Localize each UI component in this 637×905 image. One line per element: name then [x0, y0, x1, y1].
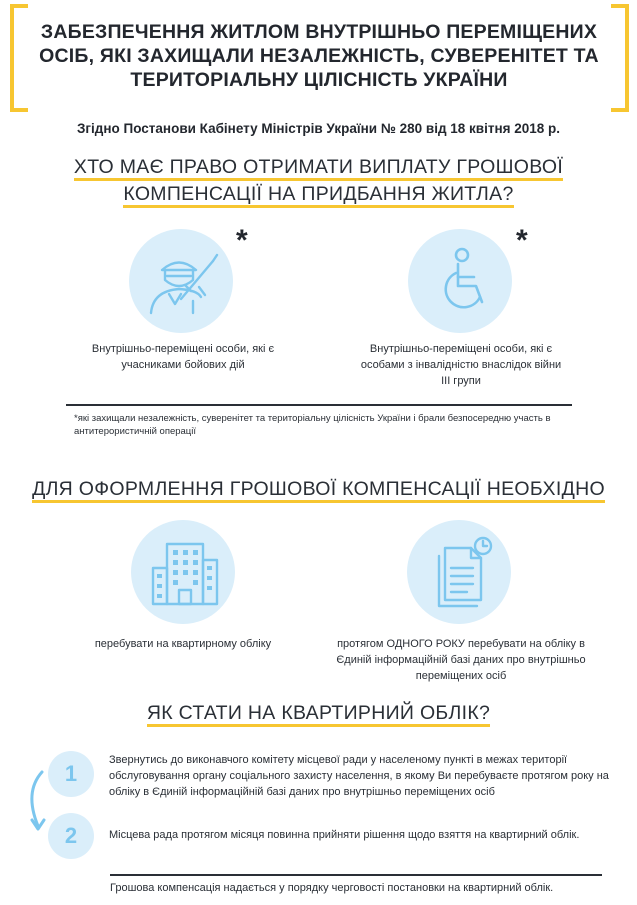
final-note: Грошова компенсація надається у порядку черговості постановки на квартирний облік. — [110, 882, 554, 894]
page-subtitle: Згідно Постанови Кабінету Міністрів України № 280 від 18 квітня 2018 р. — [76, 121, 561, 136]
asterisk-wheelchair: * — [516, 224, 528, 257]
step-number-1: 1 — [48, 751, 94, 797]
title-bracket-right — [611, 4, 629, 112]
section-heading-how-to — [0, 700, 637, 727]
caption-disabled: Внутрішньо-переміщені особи, які є особами з інвалідністю внаслідок війни ІІІ групи — [360, 343, 562, 387]
curved-arrow-icon — [20, 768, 46, 834]
wheelchair-icon — [408, 229, 512, 333]
step-text-2: Місцева рада протягом місяця повинна прийняти рішення щодо взяття на квартирний облік. — [109, 829, 580, 841]
soldier-icon — [129, 229, 233, 333]
heading-text: ЯК СТАТИ НА КВАРТИРНИЙ ОБЛІК? — [147, 702, 490, 727]
documents-circle — [407, 520, 511, 624]
section-heading-requirements — [0, 476, 637, 503]
caption-one-year: протягом ОДНОГО РОКУ перебувати на обліку в Єдиній інформаційній базі даних про внутрішньо переміщених осіб — [336, 638, 586, 682]
building-icon — [131, 520, 235, 624]
final-divider-rule — [110, 874, 602, 876]
step-number-2: 2 — [48, 813, 94, 859]
documents-clock-icon — [407, 520, 511, 624]
heading-line-1: ХТО МАЄ ПРАВО ОТРИМАТИ ВИПЛАТУ ГРОШОВОЇ — [74, 156, 563, 181]
footnote: *які захищали незалежність, суверенітет та територіальну цілісність України і брали безпосередню участь в антитерористичній операції — [74, 413, 551, 437]
building-circle — [131, 520, 235, 624]
caption-housing-register: перебувати на квартирному обліку — [94, 638, 272, 650]
heading-text: ДЛЯ ОФОРМЛЕННЯ ГРОШОВОЇ КОМПЕНСАЦІЇ НЕОБХІДНО — [32, 478, 605, 503]
wheelchair-circle — [408, 229, 512, 333]
heading-line-2: КОМПЕНСАЦІЇ НА ПРИДБАННЯ ЖИТЛА? — [123, 183, 513, 208]
caption-combatants: Внутрішньо-переміщені особи, які є учасниками бойових дій — [91, 343, 275, 371]
section-heading-eligibility — [0, 154, 637, 208]
title-bracket-left — [10, 4, 28, 112]
asterisk-soldier: * — [236, 224, 248, 257]
page-title: ЗАБЕЗПЕЧЕННЯ ЖИТЛОМ ВНУТРІШНЬО ПЕРЕМІЩЕНИХ ОСІБ, ЯКІ ЗАХИЩАЛИ НЕЗАЛЕЖНІСТЬ, СУВЕРЕНІТЕТ ТА ТЕРИТОРІАЛЬНУ ЦІЛІСНІСТЬ УКРАЇНИ — [39, 21, 599, 91]
divider-rule — [66, 404, 572, 406]
step-text-1: Звернутись до виконавчого комітету місцевої ради у населеному пункті в межах території обслуговування органу соціального захисту населення, в якому Ви перебуваєте протягом року на обліку в Єдиній інформаційній базі даних про внутрішньо переміщених осіб — [109, 754, 609, 798]
soldier-circle — [129, 229, 233, 333]
